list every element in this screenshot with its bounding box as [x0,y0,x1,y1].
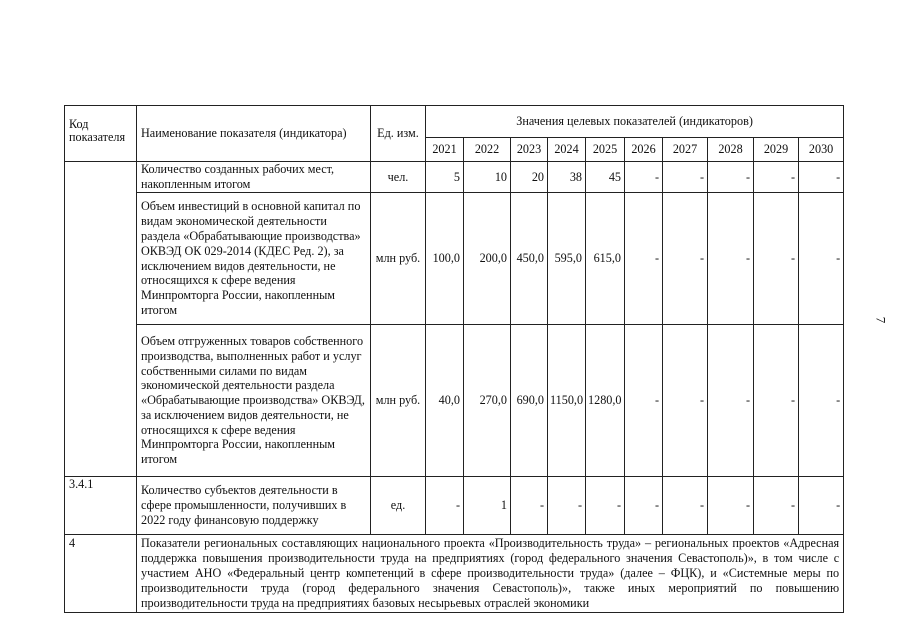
row-value: 100,0 [426,193,464,325]
table-row [65,477,844,535]
row-value: 45 [586,162,625,193]
row-code: 3.4.1 [65,477,137,535]
row-value: 5 [426,162,464,193]
row-name: Количество субъектов деятельности в сфере промышленности, получивших в 2022 году финансовую поддержку [137,477,371,535]
row-value: 1 [464,477,511,535]
header-year: 2024 [548,138,586,162]
row-value: - [511,477,548,535]
header-year: 2030 [799,138,844,162]
row-unit: млн руб. [371,325,426,477]
page-number: 7 [873,316,889,324]
row-value: 690,0 [511,325,548,477]
header-year: 2023 [511,138,548,162]
row-value: - [625,162,663,193]
row-value: - [663,193,708,325]
section-text: Показатели региональных составляющих национального проекта «Производительность труда» – региональных проектов «Адресная поддержка повышения производительности труда на предприятиях (город федерального значения Севастополь)», в том числе с участием АНО «Федеральный центр компетенций в сфере производительности труда» (далее – ФЦК), и «Системные меры по производительности труда (город федерального значения Севастополь)», также иных мероприятий по повышению производительности труда на предприятиях базовых несырьевых отраслей экономики [137,535,844,613]
row-value: - [663,162,708,193]
row-value: - [754,477,799,535]
row-value: - [708,162,754,193]
table-row [65,193,844,325]
row-value: 20 [511,162,548,193]
row-value: - [708,325,754,477]
row-value: - [754,162,799,193]
row-value: 10 [464,162,511,193]
header-year: 2027 [663,138,708,162]
header-year: 2028 [708,138,754,162]
row-unit: млн руб. [371,193,426,325]
row-value: - [799,477,844,535]
header-year: 2029 [754,138,799,162]
row-value: 595,0 [548,193,586,325]
row-value: - [625,193,663,325]
row-value: - [799,325,844,477]
row-value: 615,0 [586,193,625,325]
row-code [65,162,137,477]
row-value: - [625,477,663,535]
row-value: - [548,477,586,535]
row-value: - [799,162,844,193]
row-value: - [754,193,799,325]
table-row [65,162,844,193]
header-year: 2021 [426,138,464,162]
header-row-top [65,106,844,138]
header-year: 2025 [586,138,625,162]
row-name: Объем инвестиций в основной капитал по видам экономической деятельности раздела «Обрабатывающие производства» ОКВЭД ОК 029-2014 (КДЕС Ред. 2), за исключением видов деятельности, не относящихся к сфере ведения Минпромторга России, накопленным итогом [137,193,371,325]
row-value: 1280,0 [586,325,625,477]
row-value: - [708,477,754,535]
row-value: - [663,477,708,535]
section-row [65,535,844,613]
row-value: 1150,0 [548,325,586,477]
row-value: 200,0 [464,193,511,325]
row-value: - [799,193,844,325]
header-unit: Ед. изм. [371,106,426,162]
row-value: 38 [548,162,586,193]
row-value: - [663,325,708,477]
row-value: 450,0 [511,193,548,325]
section-code: 4 [65,535,137,613]
row-value: - [426,477,464,535]
row-value: - [586,477,625,535]
table-row [65,325,844,477]
row-value: - [708,193,754,325]
header-values-group: Значения целевых показателей (индикаторов) [426,106,844,138]
indicators-table [64,105,844,613]
row-name: Объем отгруженных товаров собственного производства, выполненных работ и услуг собственными силами по видам экономической деятельности раздела «Обрабатывающие производства» ОКВЭД, за исключением видов деятельности, не относящихся к сфере ведения Минпромторга России, накопленным итогом [137,325,371,477]
row-value: - [754,325,799,477]
row-value: 270,0 [464,325,511,477]
row-value: - [625,325,663,477]
header-year: 2026 [625,138,663,162]
row-name: Количество созданных рабочих мест, накопленным итогом [137,162,371,193]
header-year: 2022 [464,138,511,162]
header-name: Наименование показателя (индикатора) [137,106,371,162]
row-unit: чел. [371,162,426,193]
row-value: 40,0 [426,325,464,477]
row-unit: ед. [371,477,426,535]
header-code: Код показателя [65,106,137,162]
